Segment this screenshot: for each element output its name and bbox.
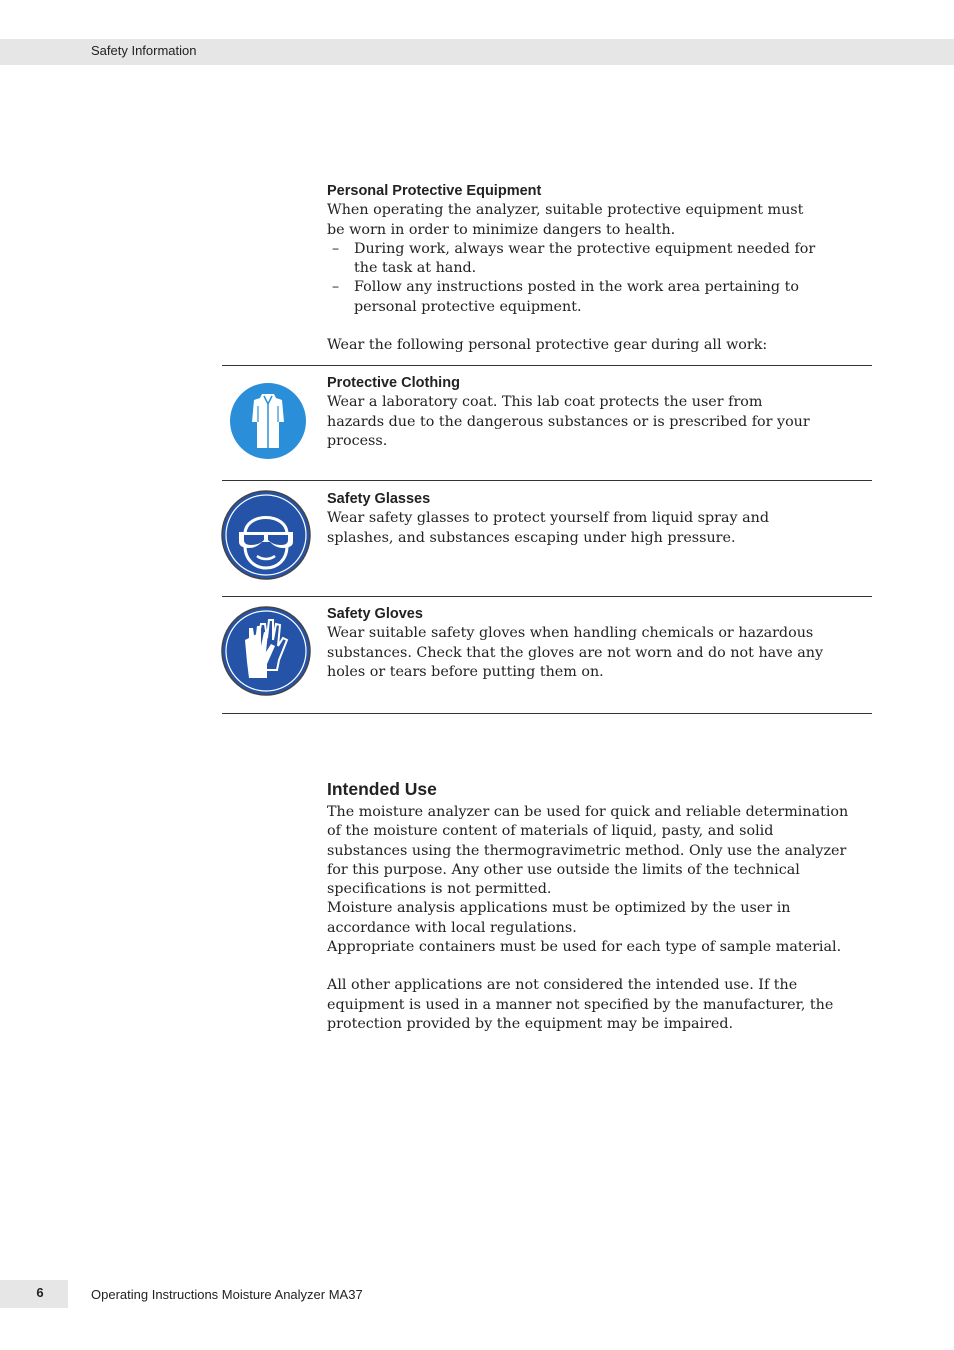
ppe-title: Personal Protective Equipment	[327, 183, 542, 199]
divider	[222, 365, 872, 366]
ppe-bullet-1: During work, always wear the protective equipment needed for the task at hand.	[354, 240, 816, 277]
lab-coat-icon	[229, 382, 307, 464]
safety-glasses-icon	[221, 490, 311, 584]
intended-use-para-1: The moisture analyzer can be used for quick and reliable determination of the moisture content of materials of liquid, pasty, and solid substances using the thermogravimetric method. Only use the analyzer for this purpose. Any other use outside the limits of the technical specifications is not permitted.	[327, 804, 849, 898]
dash-bullet: –	[332, 279, 340, 296]
protective-clothing-text: Wear a laboratory coat. This lab coat protects the user from hazards due to the dangerous substances or is prescribed for your process.	[327, 394, 810, 449]
safety-gloves-title: Safety Gloves	[327, 606, 423, 622]
safety-glasses-text: Wear safety glasses to protect yourself from liquid spray and splashes, and substances escaping under high pressure.	[327, 510, 770, 546]
safety-gloves-icon	[221, 606, 311, 700]
section-header: Safety Information	[91, 43, 197, 58]
ppe-section	[327, 182, 857, 355]
intended-use-title: Intended Use	[327, 779, 437, 799]
intended-use-section	[327, 778, 857, 1034]
protective-clothing-title: Protective Clothing	[327, 375, 460, 391]
list-item	[327, 278, 822, 317]
intended-use-para-3: Appropriate containers must be used for each type of sample material.	[327, 939, 842, 956]
list-item	[327, 240, 822, 279]
safety-gloves-block	[327, 605, 857, 682]
safety-glasses-title: Safety Glasses	[327, 491, 431, 507]
protective-clothing-block	[327, 374, 857, 451]
safety-glasses-block	[327, 490, 857, 548]
safety-gloves-text: Wear suitable safety gloves when handling chemicals or hazardous substances. Check that the gloves are not worn and do not have any holes or tears before putting them on.	[327, 625, 824, 680]
divider	[222, 596, 872, 597]
intended-use-para-2: Moisture analysis applications must be optimized by the user in accordance with local regulations.	[327, 900, 791, 936]
divider	[222, 480, 872, 481]
ppe-bullet-2: Follow any instructions posted in the work area pertaining to personal protective equipment.	[354, 279, 799, 315]
dash-bullet: –	[332, 240, 340, 257]
ppe-intro: When operating the analyzer, suitable protective equipment must be worn in order to minimize dangers to health.	[327, 202, 804, 238]
page-number: 6	[36, 1285, 44, 1300]
intended-use-para-4: All other applications are not considered the intended use. If the equipment is used in a manner not specified by the manufacturer, the protection provided by the equipment may be impaired.	[327, 977, 834, 1032]
divider	[222, 713, 872, 714]
ppe-lead: Wear the following personal protective gear during all work:	[327, 337, 768, 354]
footer-doc-title: Operating Instructions Moisture Analyzer MA37	[91, 1287, 363, 1302]
